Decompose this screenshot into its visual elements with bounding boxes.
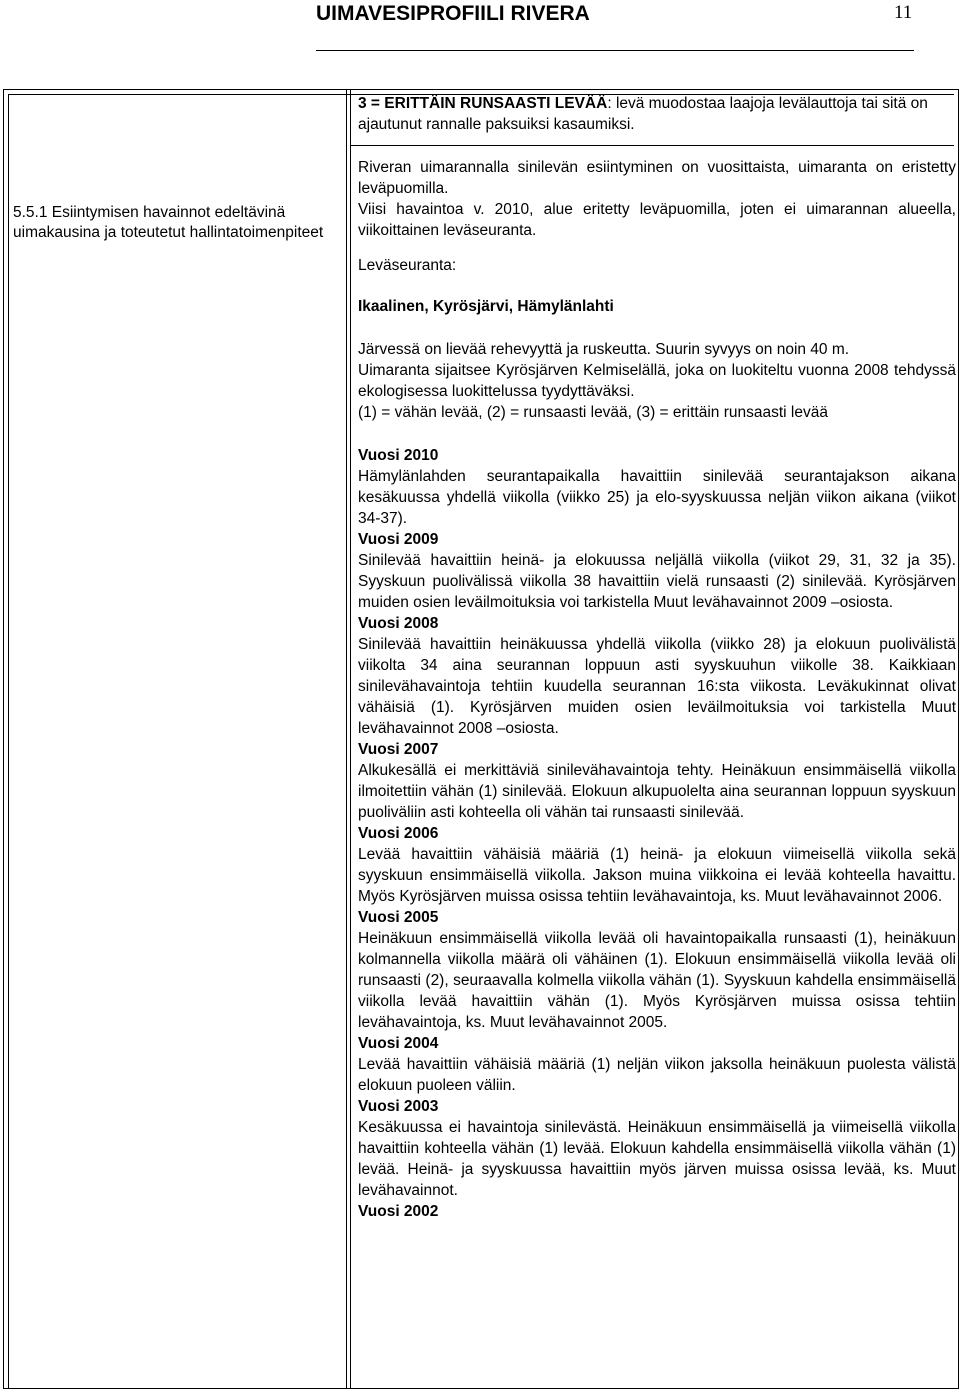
- year-heading: Vuosi 2006: [358, 825, 439, 842]
- year-text: Sinilevää havaittiin heinäkuussa yhdellä viikolla (viikko 28) ja elokuun puolivälistä viikolta 34 aina seurannan loppuun asti syyskuuhun viikolle 38. Kaikkiaan sinilevähavaintoja tehtiin kuudella seurannan 16:sta viikosta. Leväkukinnat olivat vähäisiä (1). Kyrösjärven muiden osien leväilmoituksia voi tarkistella Muut levähavainnot 2008 –osiosta.: [358, 636, 956, 737]
- year-text: Levää havaittiin vähäisiä määriä (1) neljän viikon jaksolla heinäkuun puolesta välistä elokuun puoleen väliin.: [358, 1056, 956, 1094]
- year-heading: Vuosi 2010: [358, 447, 439, 464]
- year-text: Levää havaittiin vähäisiä määriä (1) heinä- ja elokuun viimeisellä viikolla sekä syyskuun ensimmäisellä viikolla. Jakson muina viikkoina ei levää kohteella havaittu. Myös Kyrösjärven muissa osissa tehtiin levähavaintoja, ks. Muut levähavainnot 2006.: [358, 846, 956, 905]
- lake-description-a: Järvessä on lievää rehevyyttä ja ruskeutta. Suurin syvyys on noin 40 m.: [358, 341, 850, 358]
- lake-description-b: Uimaranta sijaitsee Kyrösjärven Kelmiselällä, joka on luokiteltu vuonna 2008 tehdyssä ekologisessa luokittelussa tyydyttäväksi.: [358, 362, 956, 400]
- year-heading: Vuosi 2008: [358, 615, 439, 632]
- year-heading: Vuosi 2004: [358, 1035, 439, 1052]
- page-number: 11: [894, 2, 913, 23]
- section-heading-cell: [13, 203, 343, 243]
- year-text: Heinäkuun ensimmäisellä viikolla levää oli havaintopaikalla runsaasti (1), heinäkuun kolmannella viikolla määrä oli vähäinen (1). Elokuun ensimmäisellä viikolla levää oli runsaasti (2), seuraavalla kolmella viikolla vähän (1). Syyskuun kahdella ensimmäisellä viikolla levää havaittiin vähän (1). Myös Kyrösjärven muissa osissa tehtiin levähavaintoja, ks. Muut levähavainnot 2005.: [358, 930, 956, 1031]
- year-text: Kesäkuussa ei havaintoja sinilevästä. Heinäkuun ensimmäisellä ja viimeisellä viikolla havaittiin kohteella vähän (1) levää. Elokuun kahdella ensimmäisellä viikolla vähän (1) levää. Heinä- ja syyskuussa havaittiin myös järven muissa osissa levää, ks. Muut levähavainnot.: [358, 1119, 956, 1199]
- year-text: Hämylänlahden seurantapaikalla havaittiin sinilevää seurantajakson aikana kesäkuussa yhdellä viikolla (viikko 25) ja elo-syyskuussa neljän viikon aikana (viikot 34-37).: [358, 468, 956, 527]
- year-heading: Vuosi 2005: [358, 909, 439, 926]
- column-divider-inner: [350, 90, 351, 1388]
- intro-paragraph: Riveran uimarannalla sinilevän esiintyminen on vuosittaista, uimaranta on eristetty leväpuomilla.: [358, 159, 956, 197]
- location-heading: Ikaalinen, Kyrösjärvi, Hämylänlahti: [358, 298, 614, 315]
- level-3-label: 3 = ERITTÄIN RUNSAASTI LEVÄÄ: [358, 95, 608, 112]
- year-heading: Vuosi 2002: [358, 1203, 439, 1220]
- level-3-text: : levä muodostaa laajoja levälauttoja tai sitä on ajautunut rannalle paksuiksi kasaumiksi.: [358, 95, 928, 133]
- year-heading: Vuosi 2009: [358, 531, 439, 548]
- monitoring-label: Leväseuranta:: [358, 257, 457, 274]
- level-3-definition: [358, 93, 956, 135]
- year-heading: Vuosi 2003: [358, 1098, 439, 1115]
- algae-scale: (1) = vähän levää, (2) = runsaasti levää, (3) = erittäin runsaasti levää: [358, 404, 828, 421]
- section-heading: 5.5.1 Esiintymisen havainnot edeltävinä uimakausina ja toteutetut hallintatoimenpiteet: [13, 204, 324, 241]
- observation-summary: Viisi havaintoa v. 2010, alue eritetty leväpuomilla, joten ei uimarannan alueella, viikoittainen leväseuranta.: [358, 201, 956, 239]
- document-title: UIMAVESIPROFIILI RIVERA: [316, 2, 590, 25]
- year-text: Sinilevää havaittiin heinä- ja elokuussa neljällä viikolla (viikot 29, 31, 32 ja 35). Syyskuun puolivälissä viikolla 38 havaittiin vielä runsaasti (2) sinilevää. Kyrösjärven muiden osien leväilmoituksia voi tarkistella Muut levähavainnot 2009 –osiosta.: [358, 552, 956, 611]
- page-header: [0, 0, 960, 52]
- header-divider: [316, 50, 914, 51]
- content-cell: [358, 94, 956, 1222]
- content-table: [3, 89, 959, 1389]
- column-divider: [346, 90, 347, 1388]
- yearly-observations: [358, 445, 956, 1222]
- year-text: Alkukesällä ei merkittäviä sinilevähavaintoja tehty. Heinäkuun ensimmäisellä viikolla ilmoitettiin vähän (1) sinilevää. Elokuun alkupuolelta aina seurannan loppuun syyskuun puoliväliin asti kohteella oli vähän tai runsaasti sinilevää.: [358, 762, 956, 821]
- year-heading: Vuosi 2007: [358, 741, 439, 758]
- table-inner-border-left: [8, 94, 9, 1388]
